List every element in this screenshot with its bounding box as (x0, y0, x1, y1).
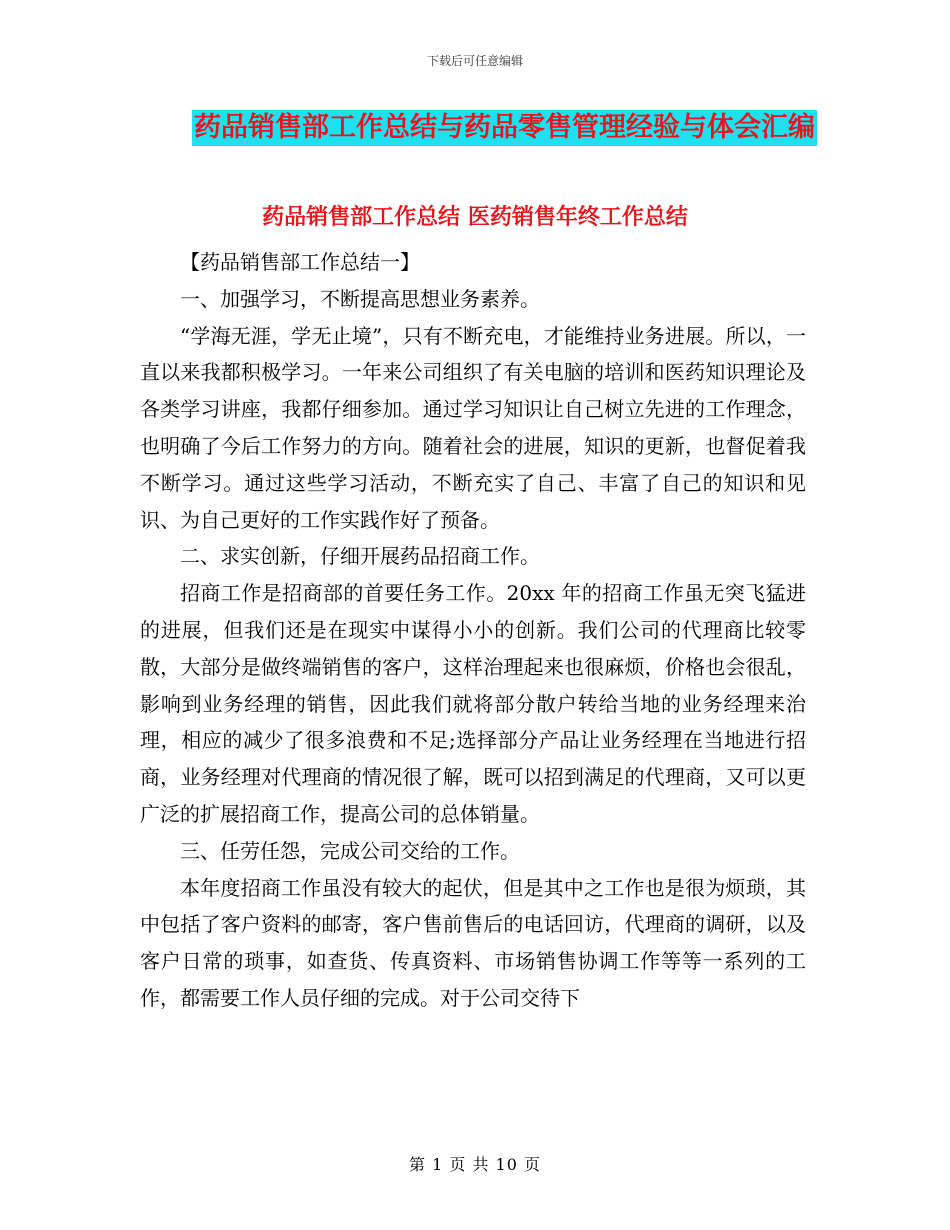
paragraph-heading-2: 二、求实创新，仔细开展药品招商工作。 (180, 544, 540, 569)
paragraph: 本年度招商工作虽没有较大的起伏，但是其中之工作也是很为烦琐，其中包括了客户资料的邮寄，客户售前售后的电话回访，代理商的调研，以及客户日常的琐事，如查货、传真资料、市场销售协调工作等等一系列的工作，都需要工作人员仔细的完成。对于公司交待下 (140, 875, 806, 1010)
paragraph: 招商工作是招商部的首要任务工作。20xx 年的招商工作虽无突飞猛进的进展，但我们还是在现实中谋得小小的创新。我们公司的代理商比较零散，大部分是做终端销售的客户，这样治理起来也很麻烦，价格也会很乱，影响到业务经理的销售，因此我们就将部分散户转给当地的业务经理来治理，相应的减少了很多浪费和不足;选择部分产品让业务经理在当地进行招商，业务经理对代理商的情况很了解，既可以招到满足的代理商，又可以更广泛的扩展招商工作，提高公司的总体销量。 (140, 581, 806, 826)
paragraph-section-heading: 【药品销售部工作总结一】 (180, 250, 420, 274)
paragraph-heading-1: 一、加强学习，不断提高思想业务素养。 (180, 286, 540, 311)
paragraph-heading-3: 三、任劳任怨，完成公司交给的工作。 (180, 838, 520, 863)
paragraph: “学海无涯，学无止境”，只有不断充电，才能维持业务进展。所以，一直以来我都积极学习。一年来公司组织了有关电脑的培训和医药知识理论及各类学习讲座，我都仔细参加。通过学习知识让自己树立先进的工作理念，也明确了今后工作努力的方向。随着社会的进展，知识的更新，也督促着我不断学习。通过这些学习活动，不断充实了自己、丰富了自己的知识和见识、为自己更好的工作实践作好了预备。 (140, 323, 806, 532)
page-footer: 第 1 页 共 10 页 (409, 1155, 541, 1174)
header-note: 下载后可任意编辑 (426, 54, 523, 68)
section-title: 药品销售部工作总结 医药销售年终工作总结 (262, 205, 688, 230)
document-body (140, 244, 806, 1017)
document-title: 药品销售部工作总结与药品零售管理经验与体会汇编 (192, 110, 817, 146)
